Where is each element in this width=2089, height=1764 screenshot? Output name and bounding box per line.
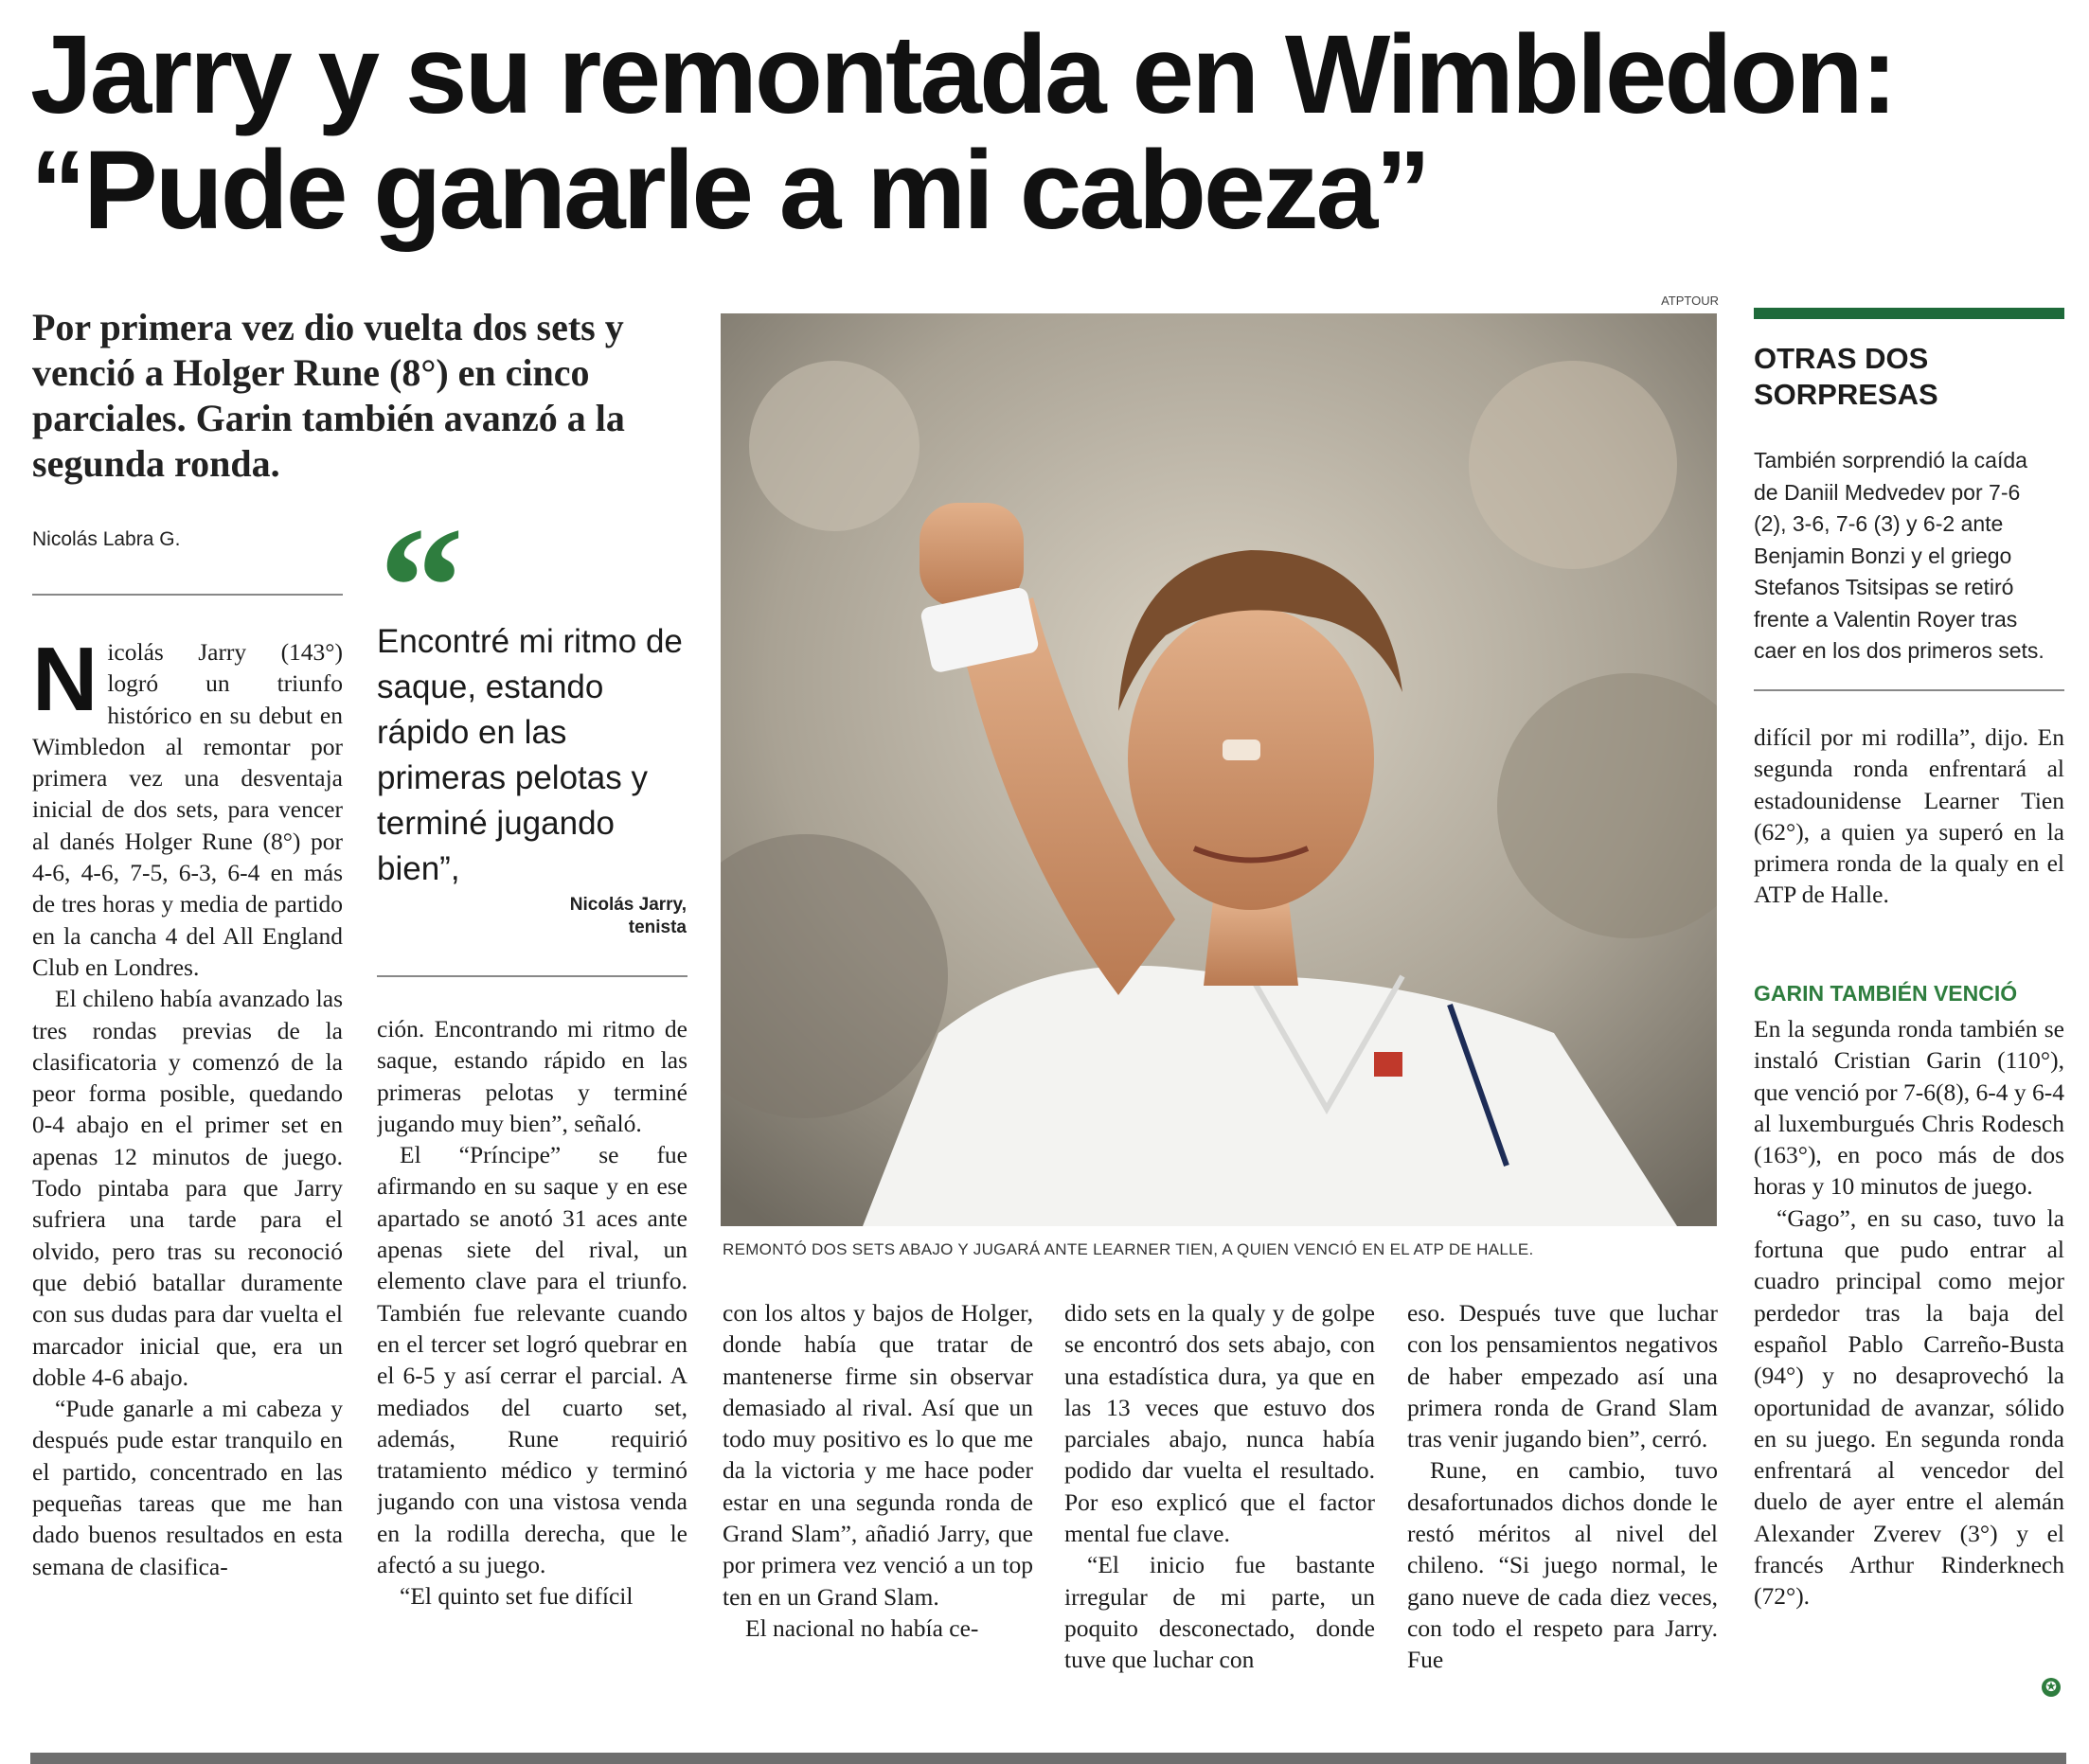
sidebar-body: También sorprendió la caída de Daniil Medvedev por 7-6 (2), 3-6, 7-6 (3) y 6-2 ante Benjamin Bonzi y el griego Stefanos Tsitsipas se retiró frente a Valentin Royer tras caer en los dos primeros sets. (1754, 448, 2044, 663)
player-photo-illustration (721, 313, 1717, 1226)
sidebar-accent-bar (1754, 308, 2064, 319)
sidebar-title (1754, 341, 2057, 413)
headline-line-2: “Pude ganarle a mi cabeza” (30, 128, 1429, 253)
paragraph: Rune, en cambio, tuvo desafortunados dichos donde le restó méritos al nivel del chileno. “Si juego normal, le gano nueve de cada diez veces, con todo el respeto para Jarry. Fue (1407, 1456, 1718, 1674)
lead-paragraph: Por primera vez dio vuelta dos sets y venció a Holger Rune (8°) en cinco parciales. Garin también avanzó a la segunda ronda. (32, 306, 625, 485)
paragraph: El nacional no había ce- (745, 1613, 979, 1642)
player-photo (721, 313, 1717, 1226)
paragraph: “El quinto set fue difícil (400, 1582, 634, 1611)
article-column-6-top (1754, 722, 2064, 977)
paragraph: ción. Encontrando mi ritmo de saque, estando rápido en las primeras pelotas y terminé jugando muy bien”, señaló. (377, 1015, 687, 1137)
article-column-6-bottom (1754, 1013, 2064, 1714)
paragraph: icolás Jarry (143°) logró un triunfo histórico en su debut en Wimbledon al remontar por primera vez una desventaja inicial de dos sets, para vencer al danés Holger Rune (8°) por 4-6, 4-6, 7-5, 6-3, 6-4 en más de tres horas y media de partido en la cancha 4 del All England Club en Londres. (32, 638, 343, 981)
byline: Nicolás Labra G. (32, 528, 181, 550)
headline-line-1: Jarry y su remontada en Wimbledon: (30, 12, 1895, 137)
sidebar-title-line-2: SORPRESAS (1754, 378, 1938, 411)
paragraph: El chileno había avanzado las tres rondas previas de la clasificatoria y comenzó de la peor forma posible, quedando 0-4 abajo en el primer set en apenas 12 minutos de juego. Todo pintaba para que Jarry sufriera una tarde para el olvido, pero tras su reconoció que debió batallar duramente con sus dudas para dar vuelta el marcador inicial que, era un doble 4-6 abajo. (32, 985, 343, 1391)
drop-cap: N (32, 636, 98, 730)
paragraph: con los altos y bajos de Holger, donde había que tratar de mantenerse firme sin observar demasiado al rival. Así que un todo muy positivo es lo que me da la victoria y me hace poder estar en una segunda ronda de Grand Slam”, añadió Jarry, que por primera vez venció a un top ten en un Grand Slam. (723, 1299, 1033, 1611)
paragraph: “Pude ganarle a mi cabeza y después pude estar tranquilo en el partido, concentrado en las pequeñas tareas que me han dado buenos resultados en esta semana de clasifica- (32, 1395, 343, 1580)
pullquote-attribution-name: Nicolás Jarry, (569, 895, 687, 915)
section-subhead: GARIN TAMBIÉN VENCIÓ (1754, 981, 2018, 1006)
paragraph: “Gago”, en su caso, tuvo la fortuna que pudo entrar al cuadro principal como mejor perdedor tras la baja del español Pablo Carreño-Busta (94°) y no desaprovechó la oportunidad de avanzar, sólido en su juego. En segunda ronda enfrentará al vencedor del duelo de ayer entre el alemán Alexander Zverev (3°) y el francés Arthur Rinderknech (72°). (1754, 1203, 2064, 1611)
paragraph: El “Príncipe” se fue afirmando en su saque y en ese apartado se anotó 31 aces ante apenas siete del rival, un elemento clave para el triunfo. También fue relevante cuando en el tercer set logró quebrar en el 6-5 y así cerrar el parcial. A mediados del cuarto set, además, Rune requirió tratamiento médico y terminó jugando con una vistosa venda en la rodilla derecha, que le afectó a su juego. (377, 1141, 687, 1579)
pullquote-mark: “ (379, 492, 464, 681)
pullquote-divider (377, 975, 687, 977)
headline (30, 12, 2066, 253)
byline-divider (32, 594, 343, 596)
sidebar-divider (1754, 689, 2064, 691)
article-column-2 (377, 1013, 687, 1714)
paragraph: dido sets en la qualy y de golpe se encontró dos sets abajo, con una estadística dura, ya que en las 13 veces que estuvo dos parciales abajo, nunca había podido dar vuelta el resultado. Por eso explicó que el factor mental fue clave. (1064, 1299, 1375, 1548)
paragraph: eso. Después tuve que luchar con los pensamientos negativos de haber empezado así una primera ronda de Grand Slam tras venir jugando bien”, cerró. (1407, 1299, 1718, 1453)
pullquote-attribution-role: tenista (628, 918, 687, 937)
sidebar-title-line-1: OTRAS DOS (1754, 342, 1929, 375)
end-mark-icon: ✪ (2042, 1678, 2061, 1697)
pullquote-attribution (492, 894, 687, 939)
bottom-rule (30, 1753, 2066, 1764)
article-column-3 (723, 1297, 1033, 1714)
paragraph: “El inicio fue bastante irregular de mi parte, un poquito desconectado, donde tuve que luchar con (1064, 1551, 1375, 1674)
paragraph: difícil por mi rodilla”, dijo. En segunda ronda enfrentará al estadounidense Learner Tien (62°), a quien ya superó en la primera ronda de la qualy en el ATP de Halle. (1754, 723, 2064, 909)
paragraph: En la segunda ronda también se instaló Cristian Garin (110°), que venció por 7-6(8), 6-4 y 6-4 al luxemburgués Chris Rodesch (163°), en poco más de dos horas y 10 minutos de juego. (1754, 1015, 2064, 1201)
article-column-4 (1064, 1297, 1375, 1714)
pullquote-text: Encontré mi ritmo de saque, estando rápido en las primeras pelotas y terminé jugando bien”, (377, 623, 683, 887)
article-column-1 (32, 636, 343, 1716)
article-column-5 (1407, 1297, 1718, 1714)
photo-caption: REMONTÓ DOS SETS ABAJO Y JUGARÁ ANTE LEARNER TIEN, A QUIEN VENCIÓ EN EL ATP DE HALLE. (723, 1240, 1534, 1258)
photo-credit: ATPTOUR (1661, 294, 1719, 308)
